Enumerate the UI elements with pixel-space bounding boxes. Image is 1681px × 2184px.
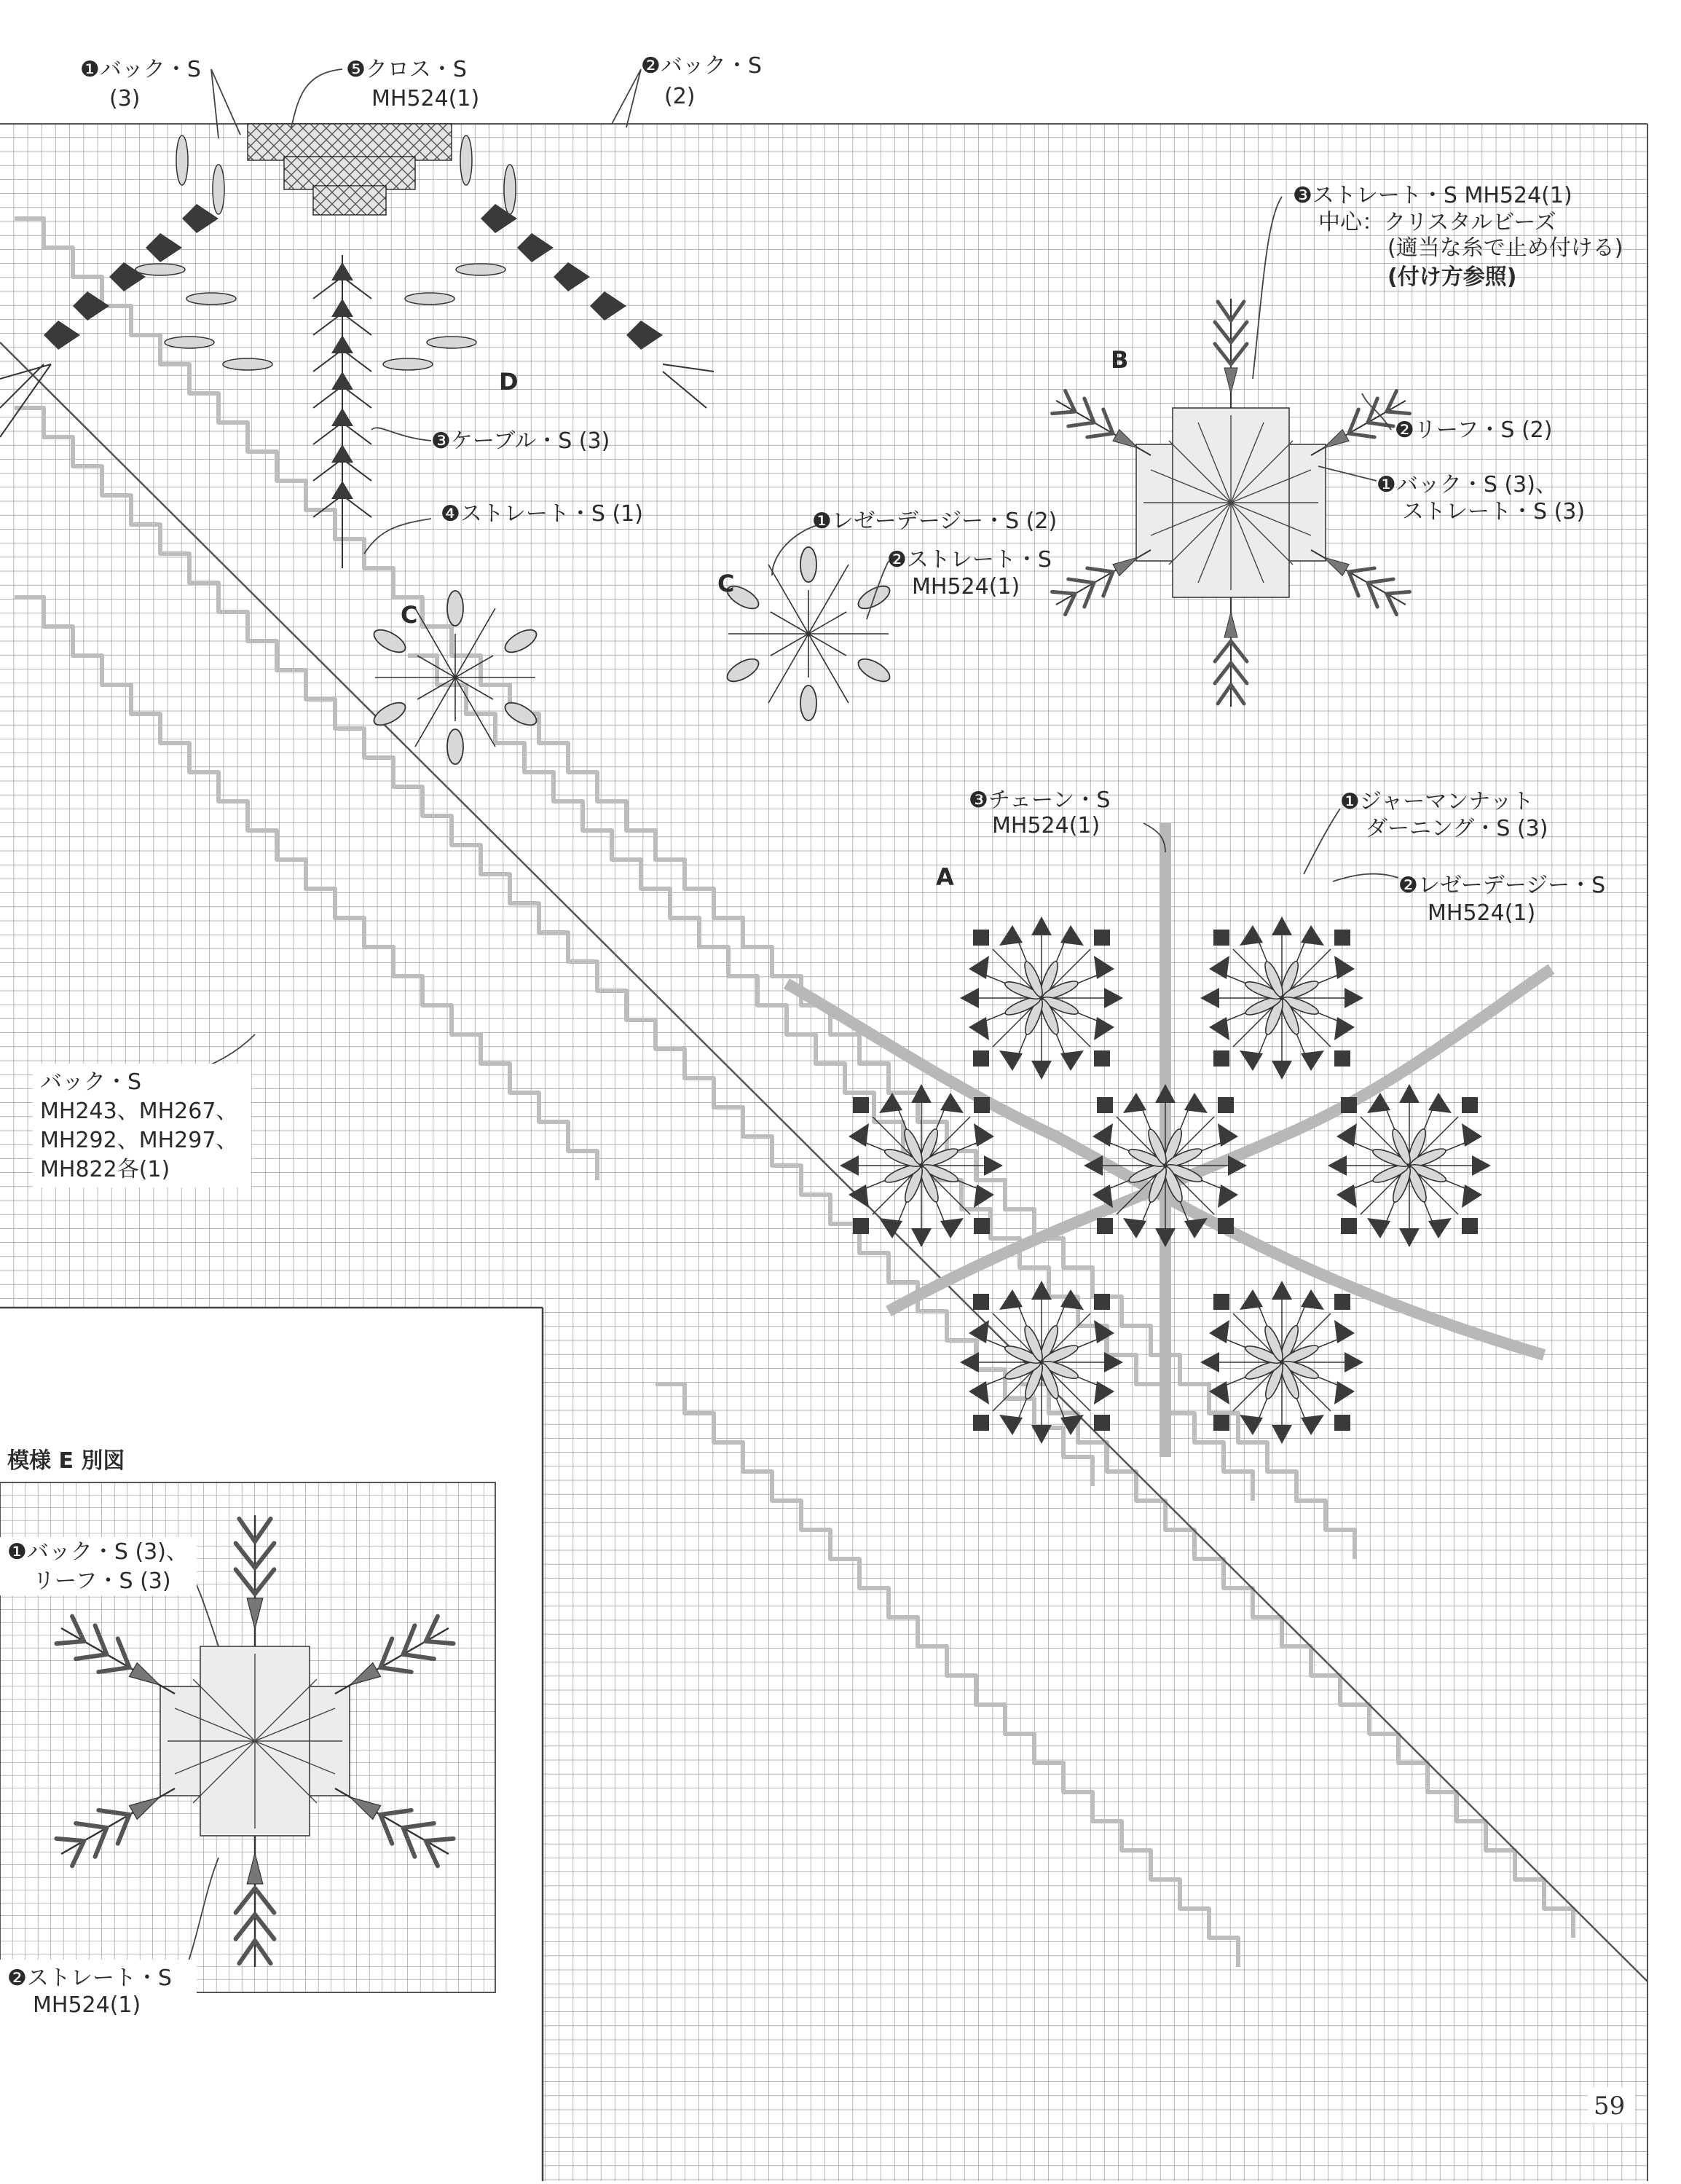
label-german1: ❶ジャーマンナット [1340,789,1534,814]
label-cable3: ❸ケーブル・S (3) [431,428,610,454]
label-bead-ref: (付け方参照) [1387,264,1517,290]
label-lazy1: ❶レゼーデージー・S (2) [812,508,1058,534]
label-chain3: ❸チェーン・S [969,787,1111,813]
label-inset-straight2-code: MH524(1) [33,1992,141,2018]
label-straight2-c: ❷ストレート・S [887,547,1052,573]
label-back-bg-2: MH292、MH297、 [40,1128,238,1153]
label-back1-b: ❶バック・S (3)、 [1377,472,1557,498]
label-cross5-code: MH524(1) [371,86,480,111]
label-inset-back1: ❶バック・S (3)、 [7,1539,188,1565]
label-cross5: ❺クロス・S [346,57,467,82]
label-straight2-c-code: MH524(1) [912,574,1020,600]
label-bead-note: (適当な糸で止め付ける) [1387,235,1623,261]
label-inset-straight2: ❷ストレート・S [7,1965,172,1991]
label-back-bg-1: MH243、MH267、 [40,1099,238,1124]
label-back-bg: バック・S [40,1069,142,1095]
motif-letter-d: D [499,368,519,396]
label-chain3-code: MH524(1) [992,813,1101,838]
label-straight-b: ストレート・S (3) [1402,499,1586,525]
label-center-bead: 中心：クリスタルビーズ [1318,210,1556,235]
label-back-bg-3: MH822各(1) [40,1157,170,1182]
motif-letter-c2: C [717,570,735,597]
label-german1-b: ダーニング・S (3) [1366,816,1548,841]
label-back1-top-n: (3) [109,86,141,111]
motif-letter-b: B [1111,346,1129,374]
inset-title: 模様 E 別図 [7,1448,125,1474]
label-inset-leaf: リーフ・S (3) [33,1568,171,1594]
motif-letter-c1: C [401,601,418,629]
label-lazy2: ❷レゼーデージー・S [1398,873,1606,898]
label-leaf2: ❷リーフ・S (2) [1395,417,1553,443]
label-back-bg-box [33,1064,251,1187]
inset-pattern-e [0,1308,543,2181]
motif-letter-a: A [936,863,954,891]
page-number: 59 [1594,2091,1626,2121]
label-straight4: ❹ストレート・S (1) [441,501,643,527]
label-back1-top: ❶バック・S [80,57,201,82]
label-lazy2-code: MH524(1) [1428,900,1536,926]
label-straight3-b: ❸ストレート・S MH524(1) [1293,183,1572,208]
label-back2-top-n: (2) [664,84,696,109]
label-back2-top: ❷バック・S [641,53,762,79]
